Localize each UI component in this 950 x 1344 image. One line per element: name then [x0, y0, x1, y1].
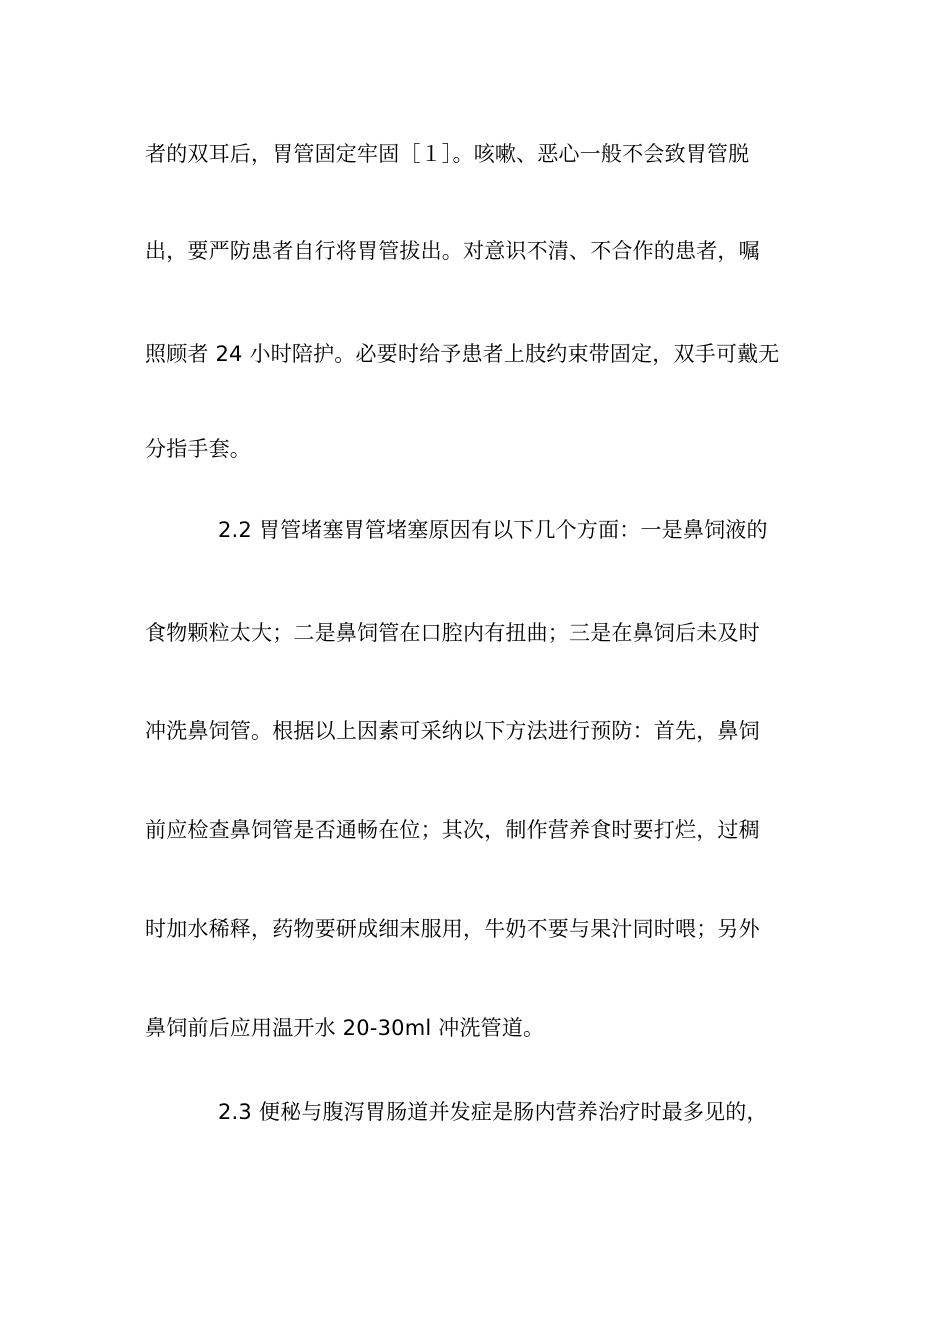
- text-line: 出，要严防患者自行将胃管拔出。对意识不清、不合作的患者，嘱: [145, 239, 760, 263]
- text-line: 鼻饲前后应用温开水 20-30ml 冲洗管道。: [145, 1016, 545, 1040]
- text-line: 前应检查鼻饲管是否通畅在位；其次，制作营养食时要打烂，过稠: [145, 818, 760, 842]
- text-line: 时加水稀释，药物要研成细末服用，牛奶不要与果汁同时喂；另外: [145, 917, 760, 941]
- text-line: 照顾者 24 小时陪护。必要时给予患者上肢约束带固定，双手可戴无: [145, 342, 780, 366]
- text-line: 冲洗鼻饲管。根据以上因素可采纳以下方法进行预防：首先，鼻饲: [145, 719, 760, 743]
- text-line: 者的双耳后，胃管固定牢固［１］。咳嗽、恶心一般不会致胃管脱: [145, 142, 750, 166]
- section-heading-line: 2.2 胃管堵塞胃管堵塞原因有以下几个方面：一是鼻饲液的: [218, 518, 768, 542]
- text-line: 分指手套。: [145, 437, 251, 461]
- text-line: 食物颗粒太大；二是鼻饲管在口腔内有扭曲；三是在鼻饲后未及时: [145, 621, 760, 645]
- section-heading-line: 2.3 便秘与腹泻胃肠道并发症是肠内营养治疗时最多见的，: [218, 1100, 768, 1124]
